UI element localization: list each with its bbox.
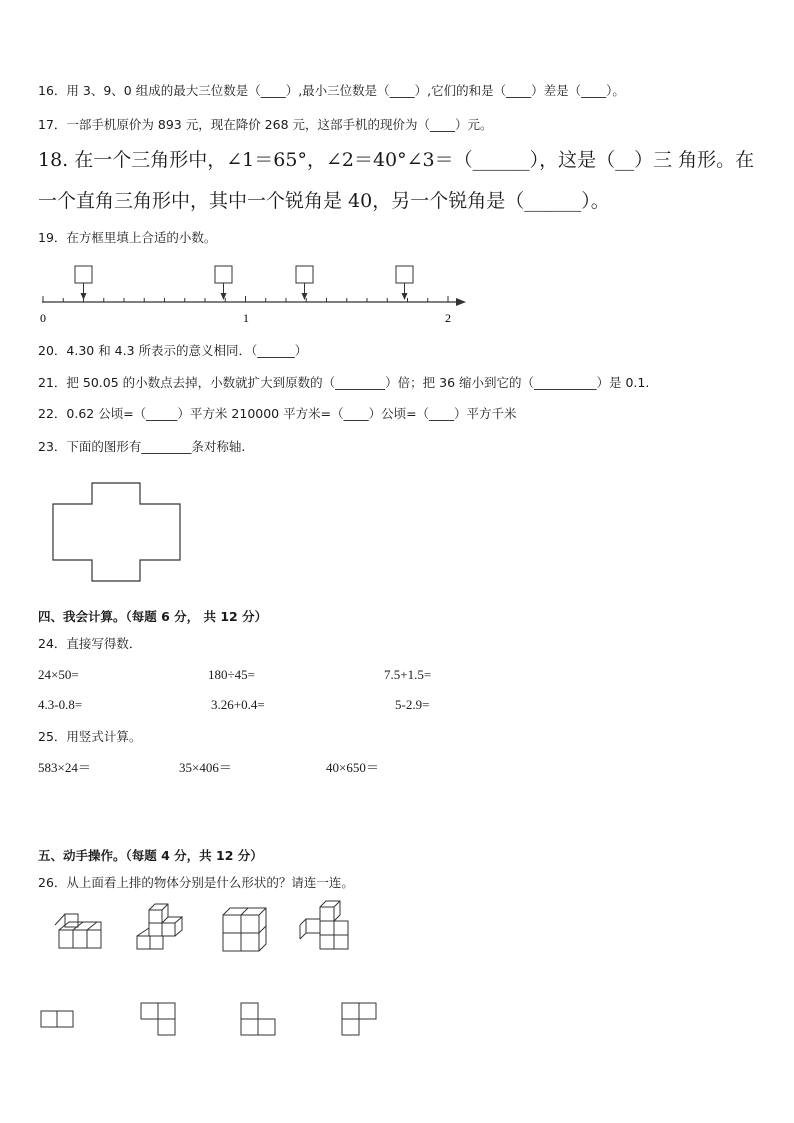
question-23: 23．下面的图形有________条对称轴. xyxy=(38,439,246,454)
calc-item: 7.5+1.5= xyxy=(384,667,432,682)
calc-item: 5-2.9= xyxy=(395,697,430,712)
cube-object-2 xyxy=(134,902,189,957)
cube-object-3 xyxy=(220,905,270,955)
section-4-heading: 四、我会计算。（每题 6 分， 共 12 分） xyxy=(38,609,268,624)
question-18-line1: 18. 在一个三角形中，∠1＝65°，∠2＝40°∠3＝（______），这是（__）三 角形。在 xyxy=(38,149,755,171)
number-line xyxy=(38,262,478,332)
blank-box[interactable] xyxy=(396,266,413,283)
calc-item: 3.26+0.4= xyxy=(211,697,265,712)
top-view-4 xyxy=(341,1002,381,1038)
question-16: 16．用 3、9、0 组成的最大三位数是（____）,最小三位数是（____）,它们的和是（____）差是（____）。 xyxy=(38,83,625,98)
blank-box[interactable] xyxy=(215,266,232,283)
axis-label-0: 0 xyxy=(40,311,46,325)
vertical-calc-item: 35×406＝ xyxy=(179,760,232,775)
calc-item: 24×50= xyxy=(38,667,79,682)
calc-item: 180÷45= xyxy=(208,667,255,682)
top-view-2 xyxy=(140,1002,180,1038)
cross-shape-figure xyxy=(50,480,185,585)
blank-box[interactable] xyxy=(75,266,92,283)
vertical-calc-item: 40×650＝ xyxy=(326,760,379,775)
question-25: 25．用竖式计算。 xyxy=(38,729,142,744)
section-5-heading: 五、动手操作。（每题 4 分，共 12 分） xyxy=(38,848,263,863)
axis-label-1: 1 xyxy=(243,311,249,325)
blank-box[interactable] xyxy=(296,266,313,283)
calc-item: 4.3-0.8= xyxy=(38,697,83,712)
cube-object-4 xyxy=(298,898,356,956)
cube-object-1 xyxy=(55,912,105,954)
top-view-3 xyxy=(240,1002,280,1038)
question-26: 26．从上面看上排的物体分别是什么形状的？请连一连。 xyxy=(38,875,354,890)
question-18-line2: 一个直角三角形中，其中一个锐角是 40，另一个锐角是（______）。 xyxy=(38,190,610,212)
question-19: 19．在方框里填上合适的小数。 xyxy=(38,230,217,245)
axis-label-2: 2 xyxy=(445,311,451,325)
question-22: 22．0.62 公顷=（_____）平方米 210000 平方米=（____）公顷=（____）平方千米 xyxy=(38,406,517,421)
vertical-calc-item: 583×24＝ xyxy=(38,760,91,775)
question-21: 21．把 50.05 的小数点去掉，小数就扩大到原数的（________）倍；把 36 缩小到它的（__________）是 0.1. xyxy=(38,375,650,390)
top-view-1 xyxy=(40,1010,76,1030)
question-24: 24．直接写得数． xyxy=(38,636,142,651)
question-17: 17．一部手机原价为 893 元，现在降价 268 元，这部手机的现价为（____）元。 xyxy=(38,117,493,132)
question-20: 20．4.30 和 4.3 所表示的意义相同．（______） xyxy=(38,343,308,358)
